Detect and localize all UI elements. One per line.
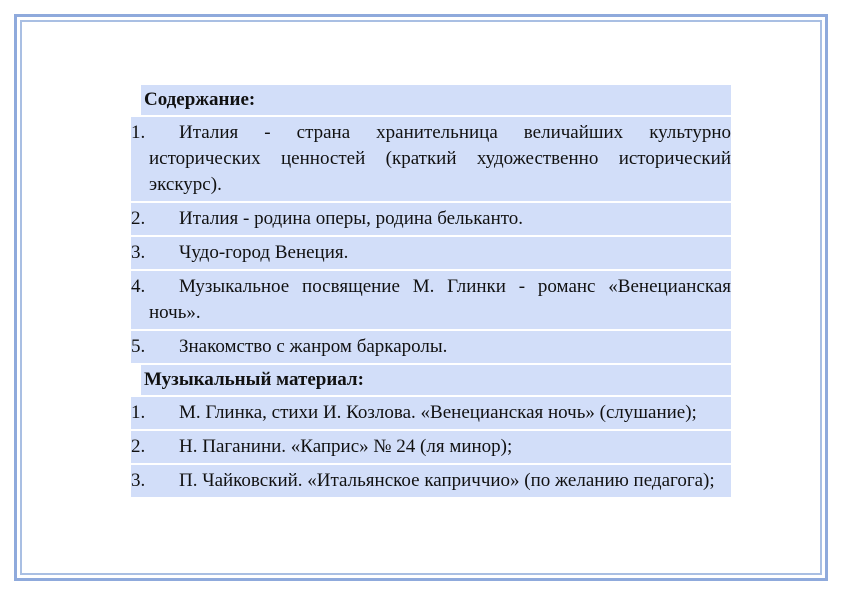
slide-content xyxy=(131,85,731,497)
item-number: 1. xyxy=(131,122,146,143)
list-item xyxy=(131,117,731,201)
music-heading: Музыкальный материал: xyxy=(141,365,731,395)
item-text: Музыкальное посвящение М. Глинки - романс «Венецианская ночь». xyxy=(149,276,731,323)
list-item xyxy=(131,465,731,497)
list-item xyxy=(131,431,731,463)
item-text: Знакомство с жанром баркаролы. xyxy=(179,336,448,357)
item-text: Н. Паганини. «Каприс» № 24 (ля минор); xyxy=(179,436,513,457)
list-item xyxy=(131,331,731,363)
item-number: 1. xyxy=(131,402,146,423)
list-item xyxy=(131,237,731,269)
contents-heading: Содержание: xyxy=(141,85,731,115)
item-number: 3. xyxy=(131,242,146,263)
item-number: 2. xyxy=(131,436,146,457)
item-text: М. Глинка, стихи И. Козлова. «Венецианская ночь» (слушание); xyxy=(179,402,697,423)
item-text: П. Чайковский. «Итальянское каприччио» (по желанию педагога); xyxy=(179,470,715,491)
item-text: Италия - родина оперы, родина бельканто. xyxy=(179,208,524,229)
item-number: 2. xyxy=(131,208,146,229)
item-number: 5. xyxy=(131,336,146,357)
list-item xyxy=(131,203,731,235)
list-item xyxy=(131,271,731,329)
item-text: Италия - страна хранительница величайших культурно исторических ценностей (краткий художественно исторический экскурс). xyxy=(149,122,731,195)
item-number: 4. xyxy=(131,276,146,297)
list-item xyxy=(131,397,731,429)
item-number: 3. xyxy=(131,470,146,491)
item-text: Чудо-город Венеция. xyxy=(179,242,349,263)
